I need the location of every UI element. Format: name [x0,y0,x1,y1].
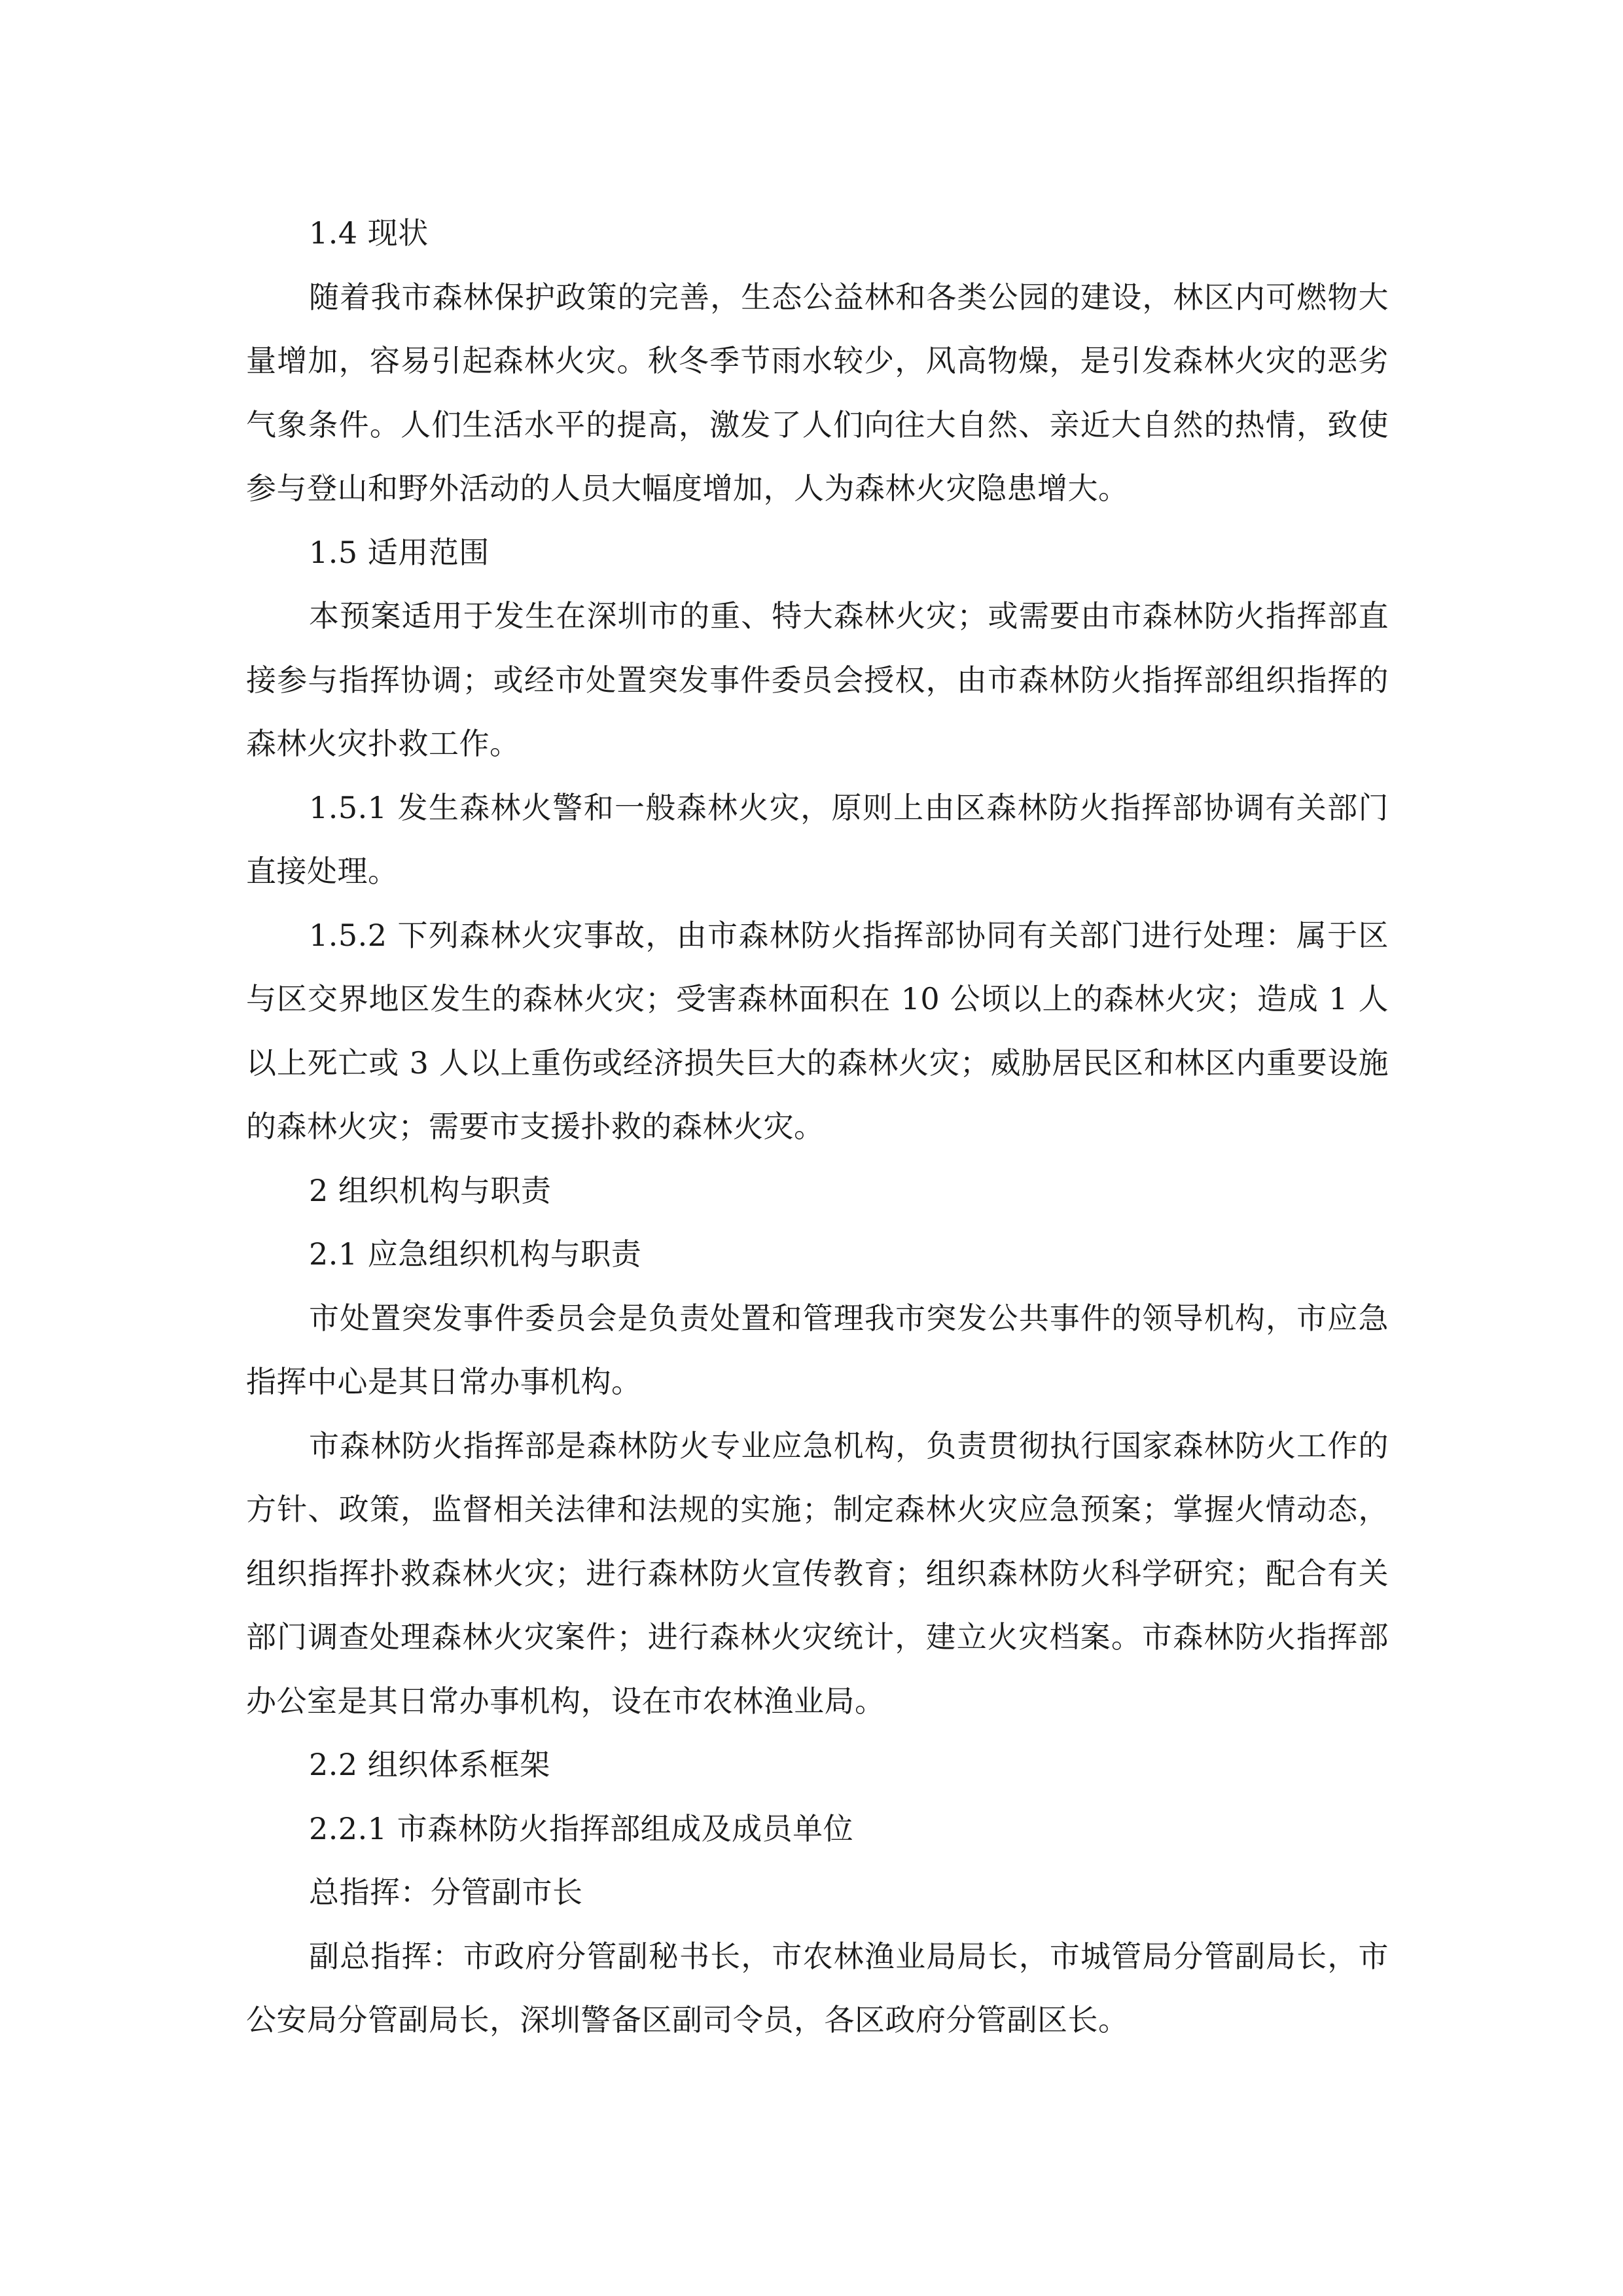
section-heading-1-4: 1.4 现状 [309,215,429,251]
section-heading-2-1: 2.1 应急组织机构与职责 [309,1236,642,1272]
section-heading-2-2: 2.2 组织体系框架 [309,1747,550,1782]
paragraph-1-5-2: 1.5.2 下列森林火灾事故，由市森林防火指挥部协同有关部门进行处理：属于区与区交界地区发生的森林火灾；受害森林面积在 10 公顷以上的森林火灾；造成 1 人以上死亡或 3 人以上重伤或经济损失巨大的森林火灾；威胁居民区和林区内重要设施的森林火灾；需要市支援扑救的森林火灾。 [246,917,1389,1144]
paragraph-current-situation: 随着我市森林保护政策的完善，生态公益林和各类公园的建设，林区内可燃物大量增加，容易引起森林火灾。秋冬季节雨水较少，风高物燥，是引发森林火灾的恶劣气象条件。人们生活水平的提高，激发了人们向往大自然、亲近大自然的热情，致使参与登山和野外活动的人员大幅度增加，人为森林火灾隐患增大。 [246,279,1389,506]
deputy-commander-paragraph: 副总指挥：市政府分管副秘书长，市农林渔业局局长，市城管局分管副局长，市公安局分管副局长，深圳警备区副司令员，各区政府分管副区长。 [246,1938,1389,2037]
section-heading-1-5: 1.5 适用范围 [309,534,490,570]
section-heading-2: 2 组织机构与职责 [309,1172,552,1208]
document-body [246,202,1389,2053]
paragraph-1-5-1: 1.5.1 发生森林火警和一般森林火灾，原则上由区森林防火指挥部协调有关部门直接处理。 [246,789,1389,889]
section-heading-2-2-1: 2.2.1 市森林防火指挥部组成及成员单位 [309,1810,854,1846]
paragraph-fire-command-duties: 市森林防火指挥部是森林防火专业应急机构，负责贯彻执行国家森林防火工作的方针、政策，监督相关法律和法规的实施；制定森林火灾应急预案；掌握火情动态，组织指挥扑救森林火灾；进行森林防火宣传教育；组织森林防火科学研究；配合有关部门调查处理森林火灾案件；进行森林火灾统计，建立火灾档案。市森林防火指挥部办公室是其日常办事机构，设在市农林渔业局。 [246,1427,1389,1719]
paragraph-emergency-committee: 市处置突发事件委员会是负责处置和管理我市突发公共事件的领导机构，市应急指挥中心是其日常办事机构。 [246,1300,1389,1399]
paragraph-scope: 本预案适用于发生在深圳市的重、特大森林火灾；或需要由市森林防火指挥部直接参与指挥协调；或经市处置突发事件委员会授权，由市森林防火指挥部组织指挥的森林火灾扑救工作。 [246,598,1389,761]
commander-line: 总指挥：分管副市长 [309,1874,583,1910]
